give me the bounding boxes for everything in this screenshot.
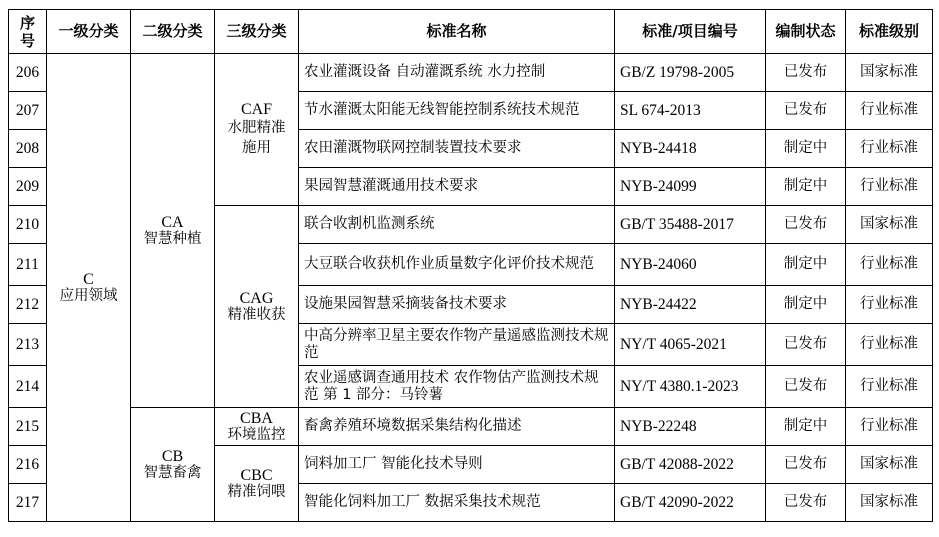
row-level: 国家标准 bbox=[846, 484, 933, 522]
row-seq: 212 bbox=[9, 286, 47, 324]
row-code: NY/T 4380.1-2023 bbox=[615, 366, 766, 408]
row-seq: 208 bbox=[9, 130, 47, 168]
header-code: 标准/项目编号 bbox=[615, 10, 766, 54]
row-level: 行业标准 bbox=[846, 130, 933, 168]
row-seq: 211 bbox=[9, 244, 47, 286]
level1-cell bbox=[47, 54, 131, 522]
header-row bbox=[9, 10, 933, 54]
row-level: 行业标准 bbox=[846, 244, 933, 286]
row-name: 设施果园智慧采摘装备技术要求 bbox=[299, 286, 615, 324]
level3-name: 环境监控 bbox=[227, 426, 286, 443]
table-row bbox=[9, 54, 933, 92]
row-name: 联合收割机监测系统 bbox=[299, 206, 615, 244]
row-seq: 215 bbox=[9, 408, 47, 446]
level3-name: 精准饲喂 bbox=[227, 483, 286, 500]
header-level1: 一级分类 bbox=[47, 10, 131, 54]
row-name: 中高分辨率卫星主要农作物产量遥感监测技术规范 bbox=[299, 324, 615, 366]
row-name: 畜禽养殖环境数据采集结构化描述 bbox=[299, 408, 615, 446]
table-row bbox=[9, 408, 933, 446]
row-level: 国家标准 bbox=[846, 206, 933, 244]
row-code: GB/T 42090-2022 bbox=[615, 484, 766, 522]
row-status: 已发布 bbox=[766, 446, 846, 484]
row-code: NYB-24422 bbox=[615, 286, 766, 324]
row-level: 国家标准 bbox=[846, 54, 933, 92]
row-name: 大豆联合收获机作业质量数字化评价技术规范 bbox=[299, 244, 615, 286]
level3-code: CAG bbox=[239, 289, 274, 307]
level3-cell-cba bbox=[215, 408, 299, 446]
row-status: 已发布 bbox=[766, 484, 846, 522]
row-level: 行业标准 bbox=[846, 92, 933, 130]
row-code: GB/Z 19798-2005 bbox=[615, 54, 766, 92]
level2-cell-ca bbox=[131, 54, 215, 408]
row-name: 节水灌溉太阳能无线智能控制系统技术规范 bbox=[299, 92, 615, 130]
row-status: 制定中 bbox=[766, 244, 846, 286]
row-code: NYB-24099 bbox=[615, 168, 766, 206]
row-code: SL 674-2013 bbox=[615, 92, 766, 130]
row-seq: 210 bbox=[9, 206, 47, 244]
row-level: 行业标准 bbox=[846, 408, 933, 446]
row-name: 果园智慧灌溉通用技术要求 bbox=[299, 168, 615, 206]
row-code: NYB-24060 bbox=[615, 244, 766, 286]
row-name: 智能化饲料加工厂 数据采集技术规范 bbox=[299, 484, 615, 522]
row-status: 制定中 bbox=[766, 286, 846, 324]
row-level: 国家标准 bbox=[846, 446, 933, 484]
row-status: 制定中 bbox=[766, 130, 846, 168]
level2-code: CB bbox=[161, 447, 184, 465]
row-seq: 217 bbox=[9, 484, 47, 522]
row-name: 饲料加工厂 智能化技术导则 bbox=[299, 446, 615, 484]
row-code: GB/T 42088-2022 bbox=[615, 446, 766, 484]
row-name: 农业遥感调查通用技术 农作物估产监测技术规范 第 1 部分：马铃薯 bbox=[299, 366, 615, 408]
row-level: 行业标准 bbox=[846, 324, 933, 366]
row-code: NYB-24418 bbox=[615, 130, 766, 168]
row-status: 已发布 bbox=[766, 324, 846, 366]
row-seq: 216 bbox=[9, 446, 47, 484]
level2-cell-cb bbox=[131, 408, 215, 522]
level3-code: CBC bbox=[240, 466, 273, 484]
row-code: NY/T 4065-2021 bbox=[615, 324, 766, 366]
level3-cell-caf bbox=[215, 54, 299, 206]
row-code: NYB-22248 bbox=[615, 408, 766, 446]
header-seq: 序号 bbox=[9, 10, 47, 54]
level1-name: 应用领域 bbox=[59, 287, 118, 304]
row-seq: 207 bbox=[9, 92, 47, 130]
standards-table bbox=[8, 9, 933, 522]
row-level: 行业标准 bbox=[846, 168, 933, 206]
row-status: 已发布 bbox=[766, 54, 846, 92]
level3-code: CAF bbox=[240, 101, 273, 118]
row-seq: 213 bbox=[9, 324, 47, 366]
row-level: 行业标准 bbox=[846, 366, 933, 408]
header-status: 编制状态 bbox=[766, 10, 846, 54]
row-status: 已发布 bbox=[766, 92, 846, 130]
header-level2: 二级分类 bbox=[131, 10, 215, 54]
header-level3: 三级分类 bbox=[215, 10, 299, 54]
level2-code: CA bbox=[161, 213, 184, 231]
row-level: 行业标准 bbox=[846, 286, 933, 324]
row-status: 已发布 bbox=[766, 206, 846, 244]
row-status: 制定中 bbox=[766, 168, 846, 206]
header-name: 标准名称 bbox=[299, 10, 615, 54]
level3-cell-cag bbox=[215, 206, 299, 408]
row-name: 农业灌溉设备 自动灌溉系统 水力控制 bbox=[299, 54, 615, 92]
row-status: 已发布 bbox=[766, 366, 846, 408]
level2-name: 智慧种植 bbox=[143, 230, 202, 247]
row-seq: 209 bbox=[9, 168, 47, 206]
row-seq: 214 bbox=[9, 366, 47, 408]
row-code: GB/T 35488-2017 bbox=[615, 206, 766, 244]
row-name: 农田灌溉物联网控制装置技术要求 bbox=[299, 130, 615, 168]
level2-name: 智慧畜禽 bbox=[143, 464, 202, 481]
header-level: 标准级别 bbox=[846, 10, 933, 54]
level1-code: C bbox=[83, 270, 94, 288]
row-seq: 206 bbox=[9, 54, 47, 92]
row-status: 制定中 bbox=[766, 408, 846, 446]
level3-name: 精准收获 bbox=[227, 306, 286, 323]
level3-code: CBA bbox=[240, 409, 273, 427]
level3-cell-cbc bbox=[215, 446, 299, 522]
level3-name: 水肥精准施用 bbox=[227, 120, 286, 156]
